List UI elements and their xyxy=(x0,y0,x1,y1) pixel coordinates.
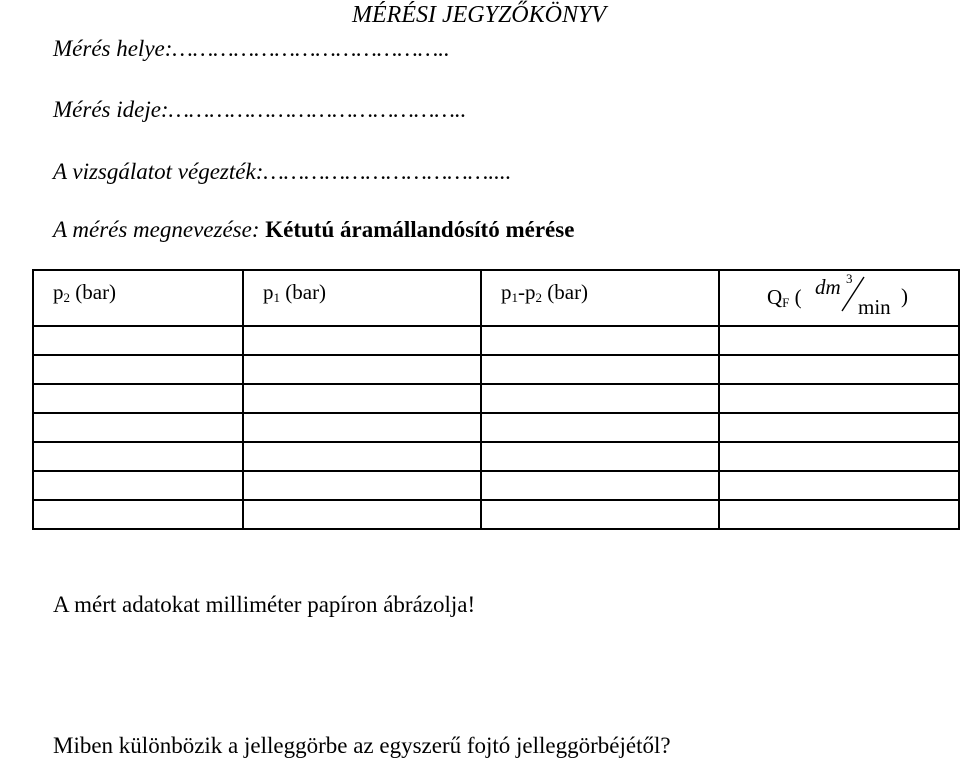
date-dots: …………………………………….. xyxy=(168,97,467,122)
table-row xyxy=(33,471,959,500)
table-row xyxy=(33,384,959,413)
document-title: MÉRÉSI JEGYZŐKÖNYV xyxy=(352,2,606,28)
table-row xyxy=(33,355,959,384)
table-row xyxy=(33,326,959,355)
unit-denominator: min xyxy=(858,295,891,319)
field-measurement-name xyxy=(53,217,574,243)
field-measurement-date xyxy=(53,97,466,123)
field-performers xyxy=(53,159,511,185)
date-label: Mérés ideje: xyxy=(53,97,169,122)
name-value: Kétutú áramállandósító mérése xyxy=(265,217,575,242)
table-row xyxy=(33,500,959,529)
question-text: Miben különbözik a jelleggörbe az egyszerű fojtó jelleggörbéjétől? xyxy=(53,733,671,758)
performers-dots: …………………………….... xyxy=(263,159,512,184)
instruction-text: A mért adatokat milliméter papíron ábrázolja! xyxy=(53,592,476,617)
header-qf: $Q_F$ ( dm 3 min ) xyxy=(719,270,959,326)
performers-label: A vizsgálatot végezték: xyxy=(53,159,264,184)
name-label: A mérés megnevezése: xyxy=(53,217,260,242)
place-dots: ………………………………….. xyxy=(172,36,450,61)
unit-numerator: dm xyxy=(815,275,841,299)
place-label: Mérés helye: xyxy=(53,36,173,61)
unit-exponent: 3 xyxy=(846,271,853,286)
header-p1: $p_1$ (bar) xyxy=(243,270,481,326)
table-row xyxy=(33,442,959,471)
header-p2: $p_2$ (bar) xyxy=(33,270,243,326)
header-p1-minus-p2: $p_1-p_2$ (bar) xyxy=(481,270,719,326)
table-header-row xyxy=(33,270,959,326)
measurement-table xyxy=(32,269,960,530)
field-measurement-place xyxy=(53,36,450,62)
table-row xyxy=(33,413,959,442)
